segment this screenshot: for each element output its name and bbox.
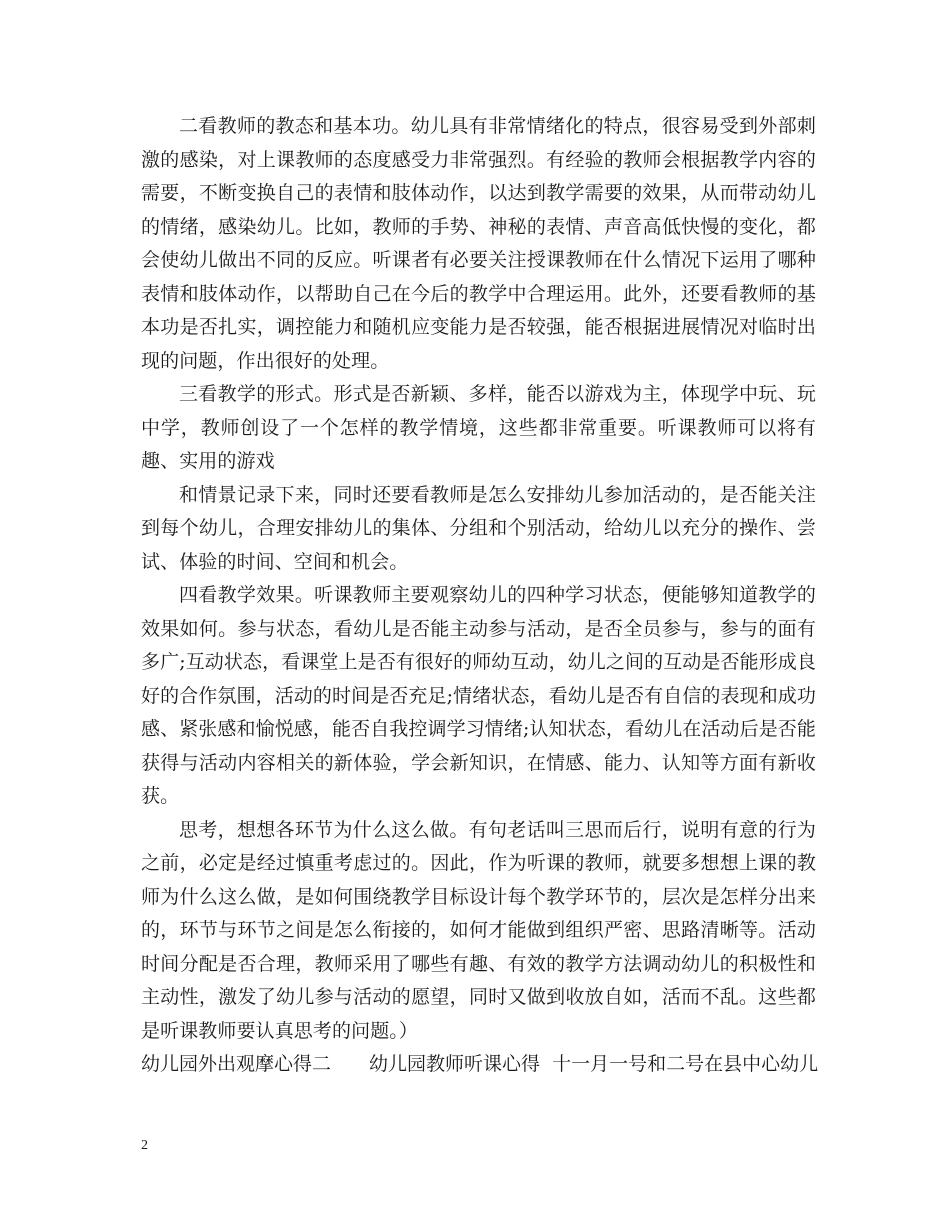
paragraph-reflection: 思考，想想各环节为什么这么做。有句老话叫三思而后行，说明有意的行为之前，必定是经过慎重考虑过的。因此，作为听课的教师，就要多想想上课的教师为什么这么做，是如何围绕教学目标设计每个教学环节的，层次是怎样分出来的，环节与环节之间是怎么衔接的，如何才能做到组织严密、思路清晰等。活动时间分配是否合理，教师采用了哪些有趣、有效的教学方法调动幼儿的积极性和主动性，激发了幼儿参与活动的愿望，同时又做到收放自如，活而不乱。这些都是听课教师要认真思考的问题。） (141, 818, 816, 1042)
page-number: 2 (141, 1138, 148, 1153)
section-intro-text: 十一月一号和二号在县中心幼儿 (552, 1053, 819, 1075)
paragraph-teaching-form: 三看教学的形式。形式是否新颖、多样，能否以游戏为主，体现学中玩、玩中学，教师创设了一个怎样的教学情境，这些都非常重要。听课教师可以将有趣、实用的游戏 (141, 383, 816, 472)
section-heading-line (141, 1048, 819, 1082)
paragraph-teaching-effect: 四看教学效果。听课教师主要观察幼儿的四种学习状态，便能够知道教学的效果如何。参与状态，看幼儿是否能主动参与活动，是否全员参与，参与的面有多广;互动状态，看课堂上是否有很好的师幼互动，幼儿之间的互动是否能形成良好的合作氛围，活动的时间是否充足;情绪状态，看幼儿是否有自信的表现和成功感、紧张感和愉悦感，能否自我控调学习情绪;认知状态，看幼儿在活动后是否能获得与活动内容相关的新体验，学会新知识，在情感、能力、认知等方面有新收获。 (141, 584, 817, 807)
section-subtitle: 幼儿园教师听课心得 (369, 1053, 541, 1075)
paragraph-scenario-recording: 和情景记录下来，同时还要看教师是怎么安排幼儿参加活动的，是否能关注到每个幼儿，合理安排幼儿的集体、分组和个别活动，给幼儿以充分的操作、尝试、体验的时间、空间和机会。 (141, 483, 816, 573)
section-title: 幼儿园外出观摩心得二 (141, 1053, 332, 1075)
document-body (141, 110, 819, 1082)
paragraph-teacher-demeanor: 二看教师的教态和基本功。幼儿具有非常情绪化的特点，很容易受到外部刺激的感染，对上课教师的态度感受力非常强烈。有经验的教师会根据教学内容的需要，不断变换自己的表情和肢体动作，以达到教学需要的效果，从而带动幼儿的情绪，感染幼儿。比如，教师的手势、神秘的表情、声音高低快慢的变化，都会使幼儿做出不同的反应。听课者有必要关注授课教师在什么情况下运用了哪种表情和肢体动作，以帮助自己在今后的教学中合理运用。此外，还要看教师的基本功是否扎实，调控能力和随机应变能力是否较强，能否根据进展情况对临时出现的问题，作出很好的处理。 (141, 115, 816, 372)
